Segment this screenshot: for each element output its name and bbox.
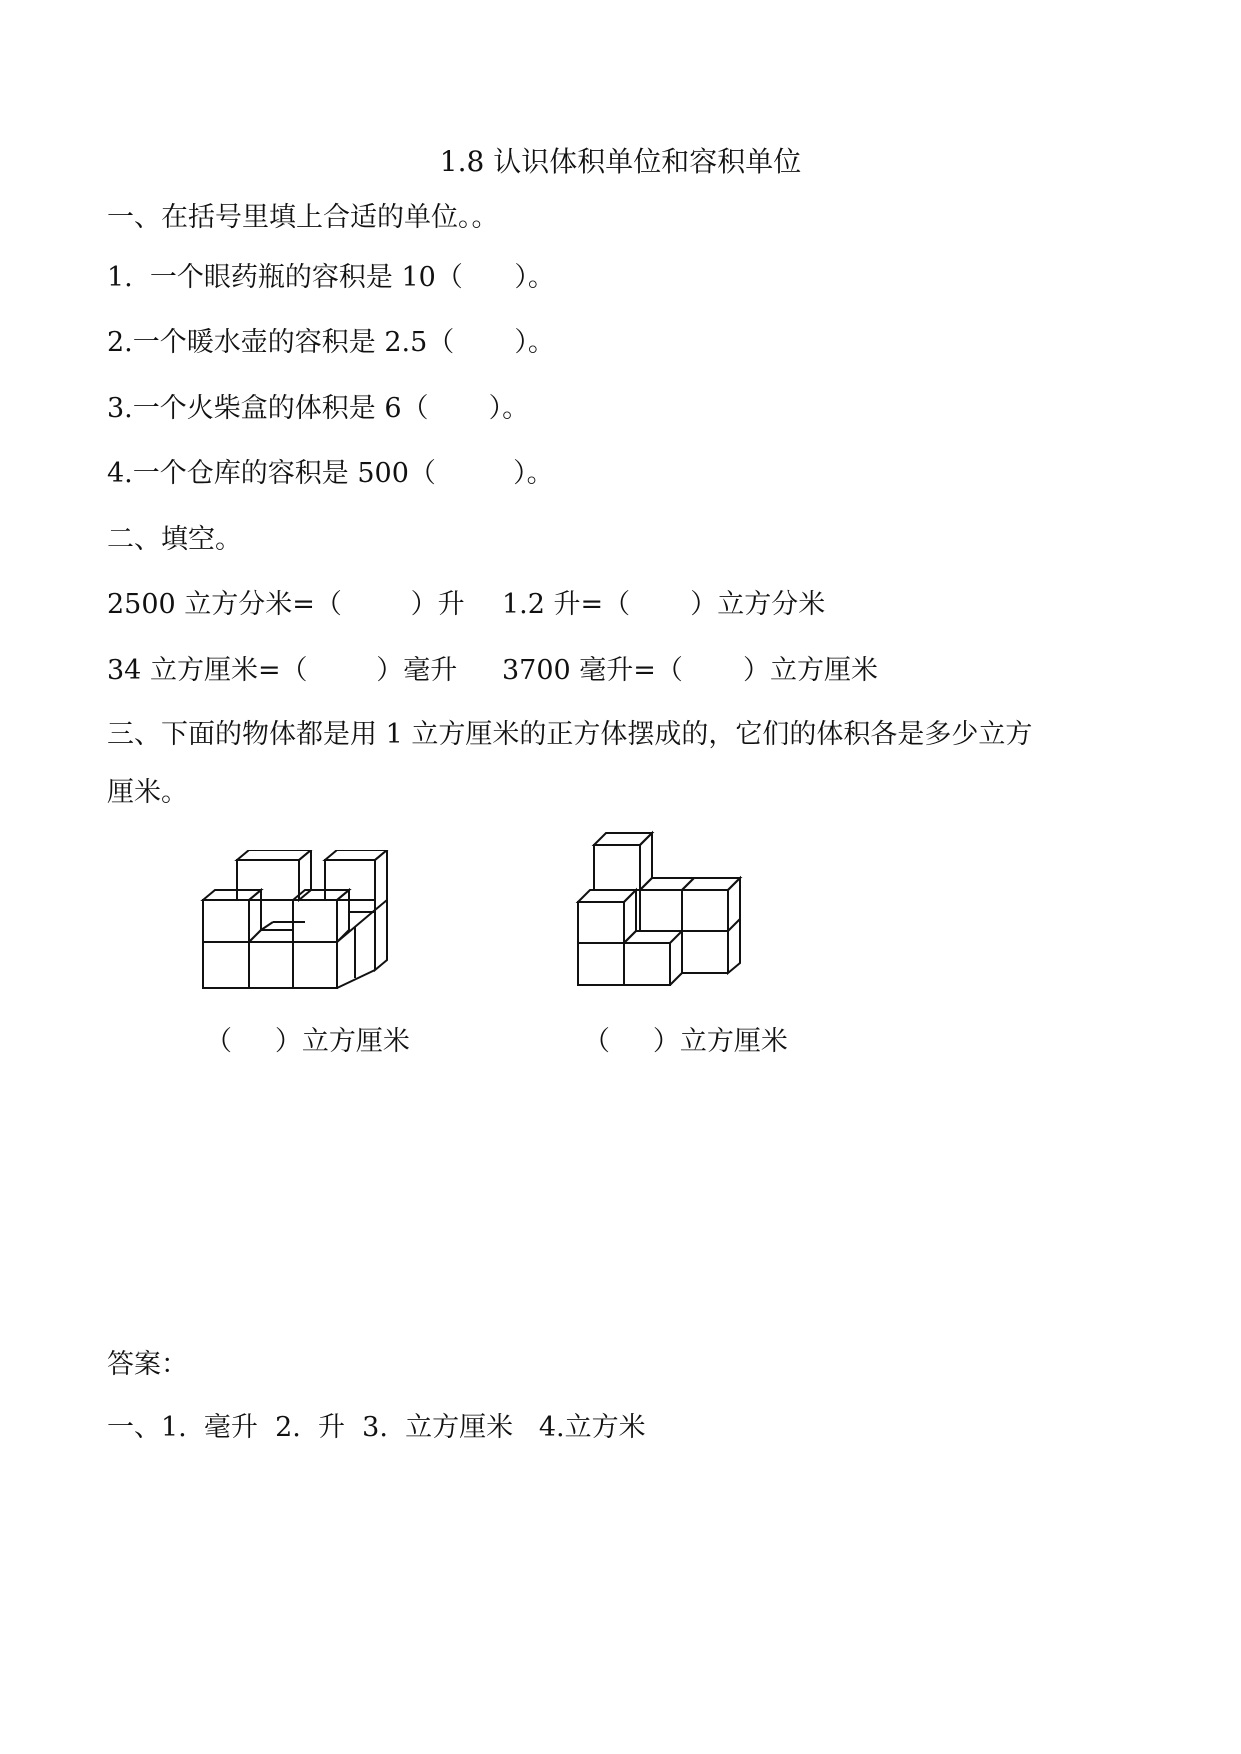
fill-blank-3: 34 立方厘米=（ ）毫升 — [107, 655, 458, 686]
answers-line-1: 一、1. 毫升 2. 升 3. 立方厘米 4.立方米 — [107, 1412, 646, 1443]
answers-heading: 答案： — [107, 1349, 188, 1380]
figure-1-caption: （ ）立方厘米 — [205, 1026, 410, 1057]
fill-blank-2: 1.2 升=（ ）立方分米 — [502, 589, 826, 620]
cube-figure-2 — [570, 825, 750, 995]
page-title: 1.8 认识体积单位和容积单位 — [439, 145, 802, 178]
section3-heading-line2: 厘米。 — [107, 777, 188, 808]
question-1-4: 4.一个仓库的容积是 500（ ）。 — [107, 458, 554, 489]
fill-blank-1: 2500 立方分米=（ ）升 — [107, 589, 465, 620]
figure-2-caption: （ ）立方厘米 — [583, 1026, 788, 1057]
cube-figure-1 — [195, 850, 395, 995]
section2-heading: 二、填空。 — [107, 524, 242, 555]
section3-heading-line1: 三、下面的物体都是用 1 立方厘米的正方体摆成的，它们的体积各是多少立方 — [107, 719, 1033, 750]
fill-blank-4: 3700 毫升=（ ）立方厘米 — [502, 655, 878, 686]
question-1-2: 2.一个暖水壶的容积是 2.5（ ）。 — [107, 327, 555, 358]
section1-heading: 一、在括号里填上合适的单位。。 — [107, 202, 499, 233]
question-1-1: 1. 一个眼药瓶的容积是 10（ ）。 — [107, 262, 555, 293]
question-1-3: 3.一个火柴盒的体积是 6（ ）。 — [107, 393, 530, 424]
